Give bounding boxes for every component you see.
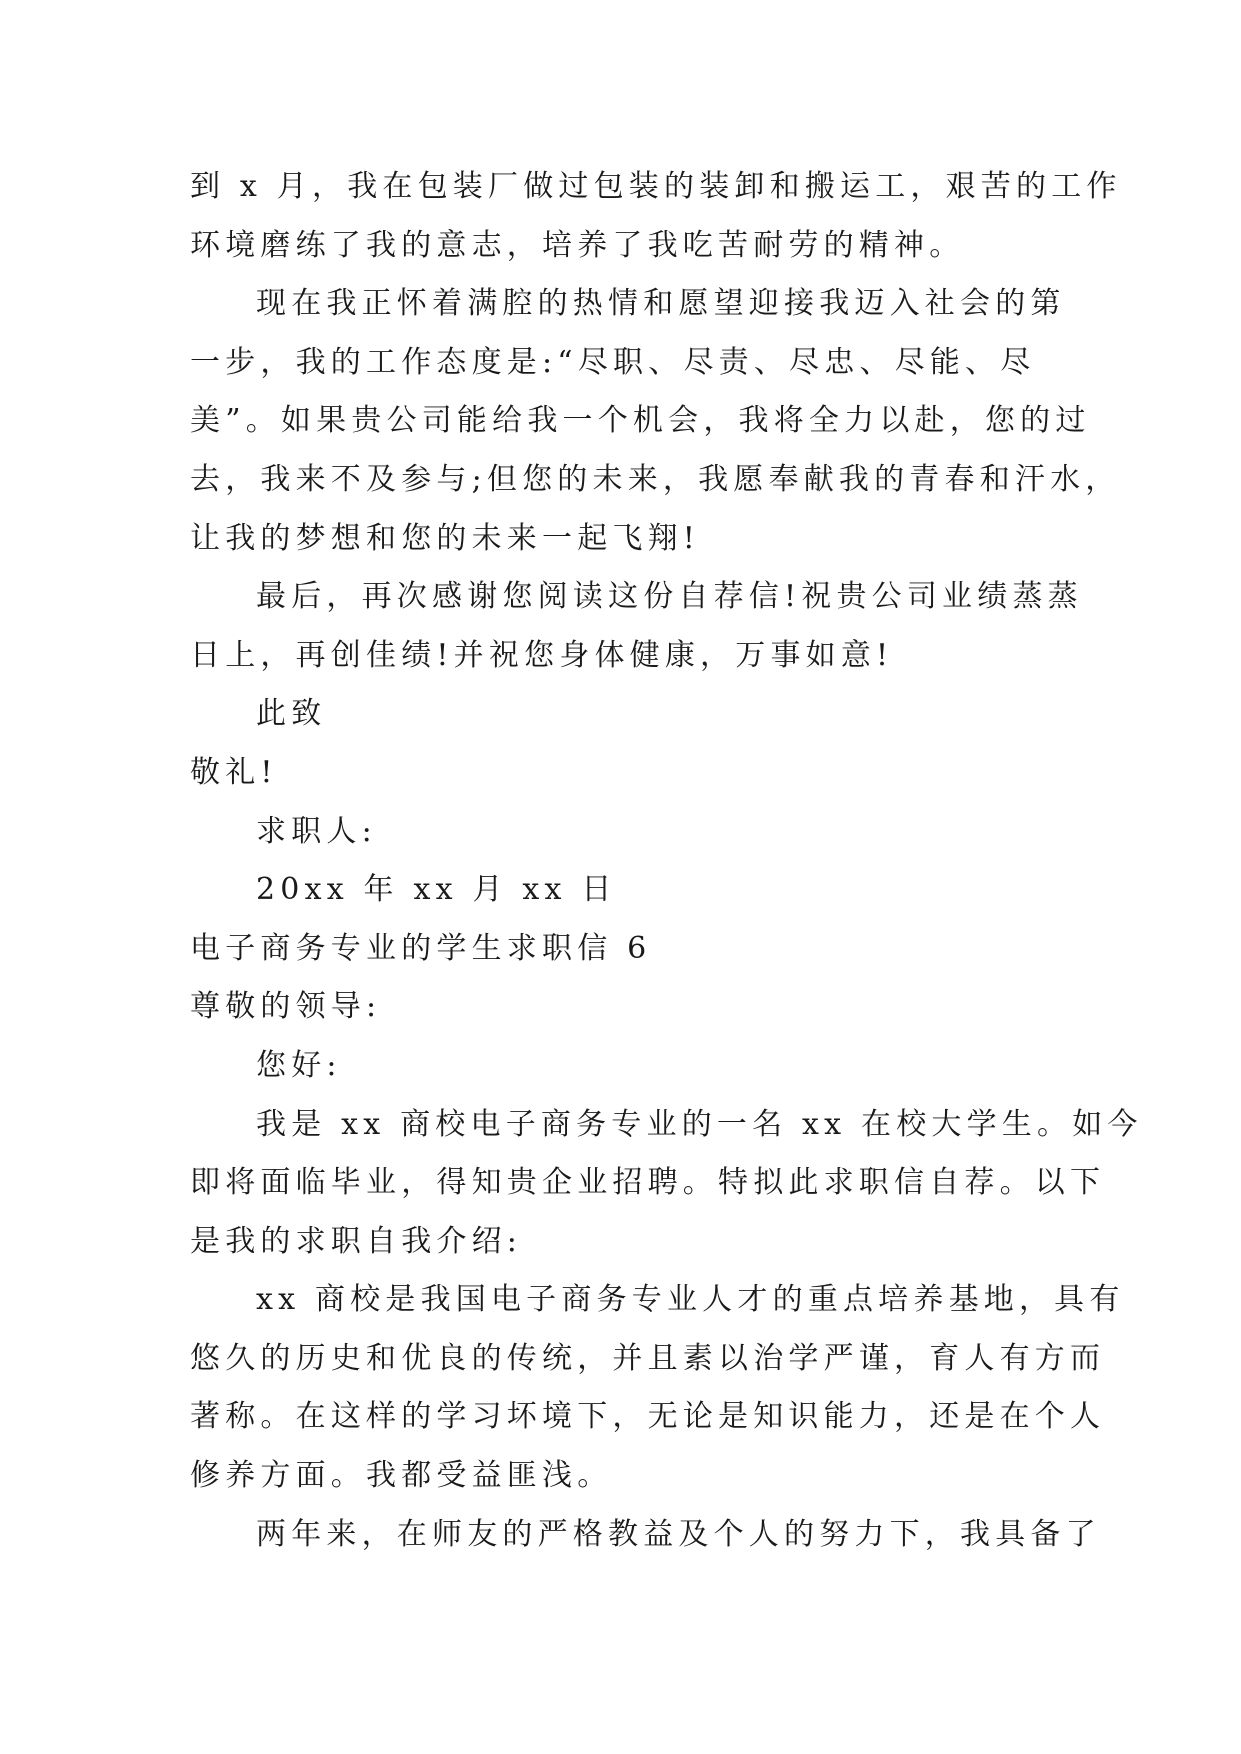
text-line: 去，我来不及参与;但您的未来，我愿奉献我的青春和汗水， xyxy=(190,461,1121,497)
text-line: 两年来，在师友的严格教益及个人的努力下，我具备了 xyxy=(256,1516,1101,1552)
text-line: 最后，再次感谢您阅读这份自荐信!祝贵公司业绩蒸蒸 xyxy=(256,579,1083,615)
text-line: xx 商校是我国电子商务专业人才的重点培养基地，具有 xyxy=(256,1282,1125,1318)
greeting-recipient: 尊敬的领导: xyxy=(190,989,382,1025)
text-line: 一步，我的工作态度是:“尽职、尽责、尽忠、尽能、尽 xyxy=(190,344,1036,380)
document-page xyxy=(190,158,1143,1564)
closing-salutation: 此致 xyxy=(256,696,327,732)
text-line: 是我的求职自我介绍: xyxy=(190,1223,523,1259)
text-line: 让我的梦想和您的未来一起飞翔! xyxy=(190,520,701,556)
text-line: 环境磨练了我的意志，培养了我吃苦耐劳的精神。 xyxy=(190,227,965,263)
section-title: 电子商务专业的学生求职信 6 xyxy=(190,930,652,966)
text-line: 美”。如果贵公司能给我一个机会，我将全力以赴，您的过 xyxy=(190,403,1091,439)
text-line: 著称。在这样的学习坏境下，无论是知识能力，还是在个人 xyxy=(190,1399,1106,1435)
text-line: 即将面临毕业，得知贵企业招聘。特拟此求职信自荐。以下 xyxy=(190,1165,1106,1201)
text-line: 修养方面。我都受益匪浅。 xyxy=(190,1458,613,1494)
applicant-label: 求职人: xyxy=(256,813,377,849)
greeting: 您好: xyxy=(256,1047,342,1083)
closing-regards: 敬礼! xyxy=(190,754,278,790)
text-line: 悠久的历史和优良的传统，并且素以治学严谨，育人有方而 xyxy=(190,1340,1106,1376)
letter-date: 20xx 年 xx 月 xx 日 xyxy=(256,872,617,908)
text-line: 我是 xx 商校电子商务专业的一名 xx 在校大学生。如今 xyxy=(256,1106,1143,1142)
text-line: 到 x 月，我在包装厂做过包装的装卸和搬运工，艰苦的工作 xyxy=(190,169,1122,204)
text-line: 日上，再创佳绩!并祝您身体健康，万事如意! xyxy=(190,637,894,673)
text-line: 现在我正怀着满腔的热情和愿望迎接我迈入社会的第 xyxy=(256,286,1066,322)
